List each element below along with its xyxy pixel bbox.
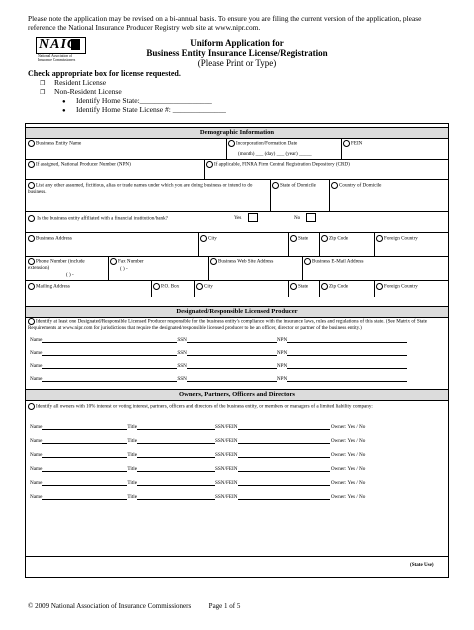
owner-row[interactable]: Name Title SSN/FEIN Owner: Yes / No [30,466,366,472]
fax-number-field[interactable]: Fax Number [110,258,144,265]
designated-row[interactable]: Name SSN NPN [30,337,407,343]
form-title-line-2: Business Entity Insurance License/Registration [146,48,328,58]
owner-row[interactable]: Name Title SSN/FEIN Owner: Yes / No [30,438,366,444]
home-state-field[interactable]: ● Identify Home State:___________________ [62,96,212,105]
mailing-zip-field[interactable]: Zip Code [321,283,348,290]
email-field[interactable]: Business E-Mail Address [304,258,364,265]
mailing-address-field[interactable]: Mailing Address [28,283,70,290]
designated-row[interactable]: Name SSN NPN [30,376,407,382]
business-address-field[interactable]: Business Address [28,235,72,242]
phone-number-format: ( ) - [66,272,74,278]
business-foreign-country-field[interactable]: Foreign Country [376,235,418,242]
incorporation-date-parts: (month) ___ (day) ___ (year) _____ [238,151,312,157]
crd-field[interactable]: If applicable, FINRA Firm Central Registration Depository (CRD) [206,161,350,168]
owner-row[interactable]: Name Title SSN/FEIN Owner: Yes / No [30,480,366,486]
website-field[interactable]: Business Web Site Address [210,258,273,265]
bank-affiliation-yes-checkbox[interactable] [248,213,258,222]
mailing-foreign-country-field[interactable]: Foreign Country [376,283,418,290]
owner-row[interactable]: Name Title SSN/FEIN Owner: Yes / No [30,452,366,458]
business-zip-field[interactable]: Zip Code [321,235,348,242]
designated-row[interactable]: Name SSN NPN [30,363,407,369]
designated-producer-instructions: Identify at least one Designated/Responsible Licensed Producer responsible for the business entity's compliance with the insurance laws, rules and regulations of this state. (See Matrix of State Requirements at www.nipr.com for jurisdictions that require the designated/responsible licensed producer to be an officer, director or partner of the business entity.) [28,318,428,331]
owners-heading: Owners, Partners, Officers and Directors [26,389,448,401]
state-of-domicile-field[interactable]: State of Domicile [272,182,316,189]
owner-row[interactable]: Name Title SSN/FEIN Owner: Yes / No [30,424,366,430]
license-type-heading: Check appropriate box for license requested. [28,69,181,78]
business-entity-name-field[interactable]: Business Entity Name [28,140,81,147]
npn-field[interactable]: If assigned, National Producer Number (NPN) [28,161,131,168]
bullet-icon: ● [62,99,66,105]
bank-affiliation-yes-label: Yes [234,215,242,221]
incorporation-date-field[interactable]: Incorporation/Formation Date [228,140,297,147]
trade-names-field[interactable]: List any other assumed, fictitious, alias or trade names under which you are doing business or intend to do business. [28,182,253,195]
designated-producer-heading: Designated/Responsible Licensed Producer [26,306,448,318]
demographic-heading: Demographic Information [26,127,448,139]
fax-number-format: ( ) - [120,266,128,272]
nonresident-license-option[interactable]: ❐ Non-Resident License [40,87,122,96]
phone-number-field[interactable]: Phone Number (include extension) [28,258,85,271]
po-box-field[interactable]: P.O. Box [153,283,179,290]
fein-field[interactable]: FEIN [343,140,362,147]
form-subtitle: (Please Print or Type) [197,58,277,68]
revision-notice: Please note the application may be revised on a bi-annual basis. To ensure you are filing the current version of the application, please reference the National Insurance Producer Registry web site at www.nipr.com. [28,14,422,32]
business-city-field[interactable]: City [200,235,217,242]
bank-affiliation-no-label: No [294,215,301,221]
owner-row[interactable]: Name Title SSN/FEIN Owner: Yes / No [30,494,366,500]
business-state-field[interactable]: State [290,235,308,242]
mailing-state-field[interactable]: State [290,283,308,290]
designated-row[interactable]: Name SSN NPN [30,350,407,356]
home-state-license-field[interactable]: ● Identify Home State License #: ______________ [62,105,226,114]
application-form [25,123,449,578]
checkbox-icon[interactable]: ❐ [40,81,46,87]
country-of-domicile-field[interactable]: Country of Domicile [331,182,381,189]
bank-affiliation-question: Is the business entity affiliated with a financial institution/bank? [28,215,168,222]
resident-license-option[interactable]: ❐ Resident License [40,78,107,87]
checkbox-icon[interactable]: ❐ [40,90,46,96]
page-footer: © 2009 National Association of Insurance Commissioners Page 1 of 5 [28,602,241,610]
mailing-city-field[interactable]: City [196,283,213,290]
bullet-icon: ● [62,108,66,114]
owners-instructions: Identify all owners with 10% interest or voting interest, partners, officers and directors of the business entity, or members or managers of a limited liability company: [28,403,373,410]
bank-affiliation-no-checkbox[interactable] [306,213,316,222]
state-use-label: (State Use) [410,562,434,568]
form-title-line-1: Uniform Application for [190,38,284,48]
naic-logo: NAIC National Association of Insurance Commissioners [36,37,84,61]
